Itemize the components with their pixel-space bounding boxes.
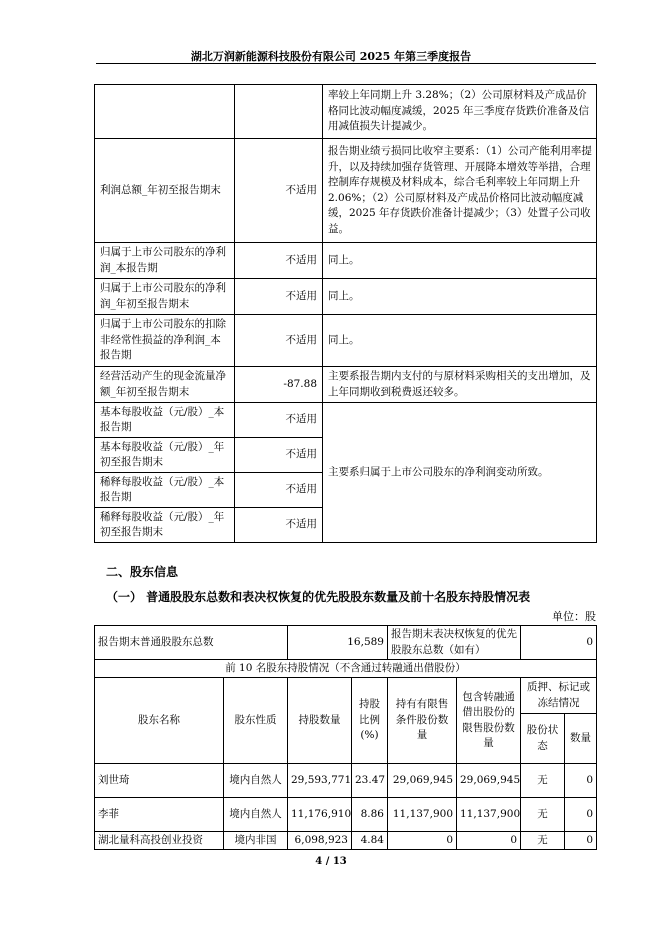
table-row	[95, 279, 597, 315]
table-row	[95, 315, 597, 367]
value-cell: -87.88	[235, 367, 323, 403]
item-cell: 基本每股收益（元/股）_本报告期	[95, 403, 235, 438]
reason-cell: 同上。	[323, 279, 597, 315]
page-number: 4 / 13	[315, 856, 347, 867]
item-cell: 经营活动产生的现金流量净额_年初至报告期末	[95, 367, 235, 403]
value-cell: 不适用	[235, 438, 323, 473]
holder-ratio: 23.47	[352, 764, 388, 798]
holder-nature: 境内非国	[224, 832, 288, 850]
indicator-change-table	[94, 84, 597, 543]
reason-cell: 报告期业绩亏损同比收窄主要系：（1）公司产能利用率提升，以及持续加强存货管理、开展降本增效等举措，合理控制库存规模及材料成本，综合毛利率较上年同期上升 2.06%；（2）公司原材料及产成品价格同比波动幅度减缓，2025 年存货跌价准备计提减少；（3）处置子公司收益。	[323, 139, 597, 243]
header-pledge-qty: 数量	[565, 714, 597, 764]
table-row	[95, 243, 597, 279]
holder-shares: 29,593,771	[288, 764, 352, 798]
item-cell: 基本每股收益（元/股）_年初至报告期末	[95, 438, 235, 473]
pref-holders-label: 报告期末表决权恢复的优先股股东总数（如有）	[388, 626, 521, 660]
holder-nature: 境内自然人	[224, 764, 288, 798]
value-cell: 不适用	[235, 139, 323, 243]
table-row	[95, 832, 597, 850]
section-subtitle: （一） 普通股股东总数和表决权恢复的优先股股东数量及前十名股东持股情况表	[106, 590, 531, 604]
item-cell: 归属于上市公司股东的净利润_年初至报告期末	[95, 279, 235, 315]
header-pledge: 质押、标记或冻结情况	[521, 678, 597, 714]
value-cell: 不适用	[235, 473, 323, 508]
holder-restricted: 0	[388, 832, 457, 850]
table-row	[95, 403, 597, 438]
header-incl-lending: 包含转融通借出股份的限售股份数量	[457, 678, 521, 764]
holder-pledge-qty: 0	[565, 832, 597, 850]
holder-pledge-status: 无	[521, 764, 565, 798]
reason-cell: 率较上年同期上升 3.28%；（2）公司原材料及产成品价格同比波动幅度减缓，2025 年三季度存货跌价准备及信用减值损失计提减少。	[323, 85, 597, 139]
header-pledge-status: 股份状态	[521, 714, 565, 764]
value-cell	[235, 85, 323, 139]
header-row	[95, 678, 597, 714]
value-cell: 不适用	[235, 508, 323, 543]
table-row	[95, 85, 597, 139]
caption-row	[95, 660, 597, 678]
value-cell: 不适用	[235, 279, 323, 315]
table-row	[95, 367, 597, 403]
value-cell: 不适用	[235, 403, 323, 438]
page-header: 湖北万润新能源科技股份有限公司 2025 年第三季度报告	[190, 50, 472, 63]
table-row	[95, 764, 597, 798]
holder-incl-lending: 29,069,945	[457, 764, 521, 798]
header-ratio: 持股比例(%)	[352, 678, 388, 764]
item-cell: 利润总额_年初至报告期末	[95, 139, 235, 243]
unit-label: 单位：股	[552, 610, 596, 623]
reason-cell: 主要系归属于上市公司股东的净利润变动所致。	[323, 403, 597, 543]
shareholder-table	[94, 625, 597, 850]
holder-nature: 境内自然人	[224, 798, 288, 832]
reason-cell: 同上。	[323, 315, 597, 367]
holder-ratio: 8.86	[352, 798, 388, 832]
holder-pledge-qty: 0	[565, 798, 597, 832]
header-name: 股东名称	[95, 678, 224, 764]
item-cell: 稀释每股收益（元/股）_本报告期	[95, 473, 235, 508]
holder-incl-lending: 11,137,900	[457, 798, 521, 832]
item-cell: 稀释每股收益（元/股）_年初至报告期末	[95, 508, 235, 543]
header-rule	[96, 63, 596, 64]
item-cell: 归属于上市公司股东的扣除非经常性损益的净利润_本报告期	[95, 315, 235, 367]
item-cell: 归属于上市公司股东的净利润_本报告期	[95, 243, 235, 279]
item-cell	[95, 85, 235, 139]
value-cell: 不适用	[235, 243, 323, 279]
holder-pledge-qty: 0	[565, 764, 597, 798]
header-nature: 股东性质	[224, 678, 288, 764]
common-holders-value: 16,589	[288, 626, 388, 660]
reason-cell: 主要系报告期内支付的与原材料采购相关的支出增加，及上年同期收到税费返还较多。	[323, 367, 597, 403]
summary-row	[95, 626, 597, 660]
holder-shares: 11,176,910	[288, 798, 352, 832]
value-cell: 不适用	[235, 315, 323, 367]
holder-pledge-status: 无	[521, 832, 565, 850]
holder-restricted: 29,069,945	[388, 764, 457, 798]
holder-name: 李菲	[95, 798, 224, 832]
table-row	[95, 139, 597, 243]
common-holders-label: 报告期末普通股股东总数	[95, 626, 288, 660]
pref-holders-value: 0	[521, 626, 597, 660]
top10-caption: 前 10 名股东持股情况（不含通过转融通出借股份）	[95, 660, 597, 678]
holder-incl-lending: 0	[457, 832, 521, 850]
header-shares: 持股数量	[288, 678, 352, 764]
section-title: 二、股东信息	[106, 565, 179, 579]
reason-cell: 同上。	[323, 243, 597, 279]
holder-ratio: 4.84	[352, 832, 388, 850]
holder-shares: 6,098,923	[288, 832, 352, 850]
holder-restricted: 11,137,900	[388, 798, 457, 832]
header-restricted: 持有有限售条件股份数量	[388, 678, 457, 764]
holder-name: 湖北量科高投创业投资	[95, 832, 224, 850]
holder-name: 刘世琦	[95, 764, 224, 798]
holder-pledge-status: 无	[521, 798, 565, 832]
table-row	[95, 798, 597, 832]
